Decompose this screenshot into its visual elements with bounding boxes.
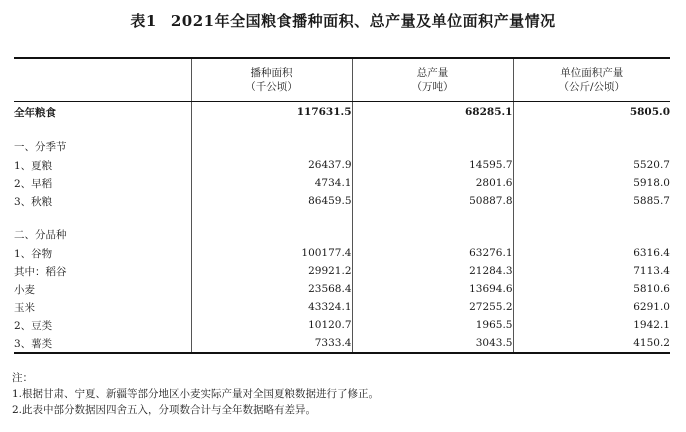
cell-value: 23568.4	[191, 280, 352, 298]
cell-value: 26437.9	[191, 156, 352, 174]
cell-value: 7113.4	[513, 262, 670, 280]
table-notes	[12, 370, 672, 418]
cell-value: 5810.6	[513, 280, 670, 298]
cell-value: 1965.5	[352, 316, 513, 334]
table-title-text: 2021年全国粮食播种面积、总产量及单位面积产量情况	[170, 12, 556, 30]
spacer-row	[14, 210, 670, 224]
cell-value: 117631.5	[191, 102, 352, 123]
row-label: 3、秋粮	[14, 195, 53, 208]
row-label: 2、豆类	[14, 319, 53, 332]
table-row	[14, 334, 670, 353]
table-row	[14, 262, 670, 280]
row-label: 2、早稻	[14, 177, 53, 190]
table-row	[14, 316, 670, 334]
cell-value: 4150.2	[513, 334, 670, 353]
note-item: 2.此表中部分数据因四舍五入，分项数合计与全年数据略有差异。	[12, 404, 317, 416]
row-label: 小麦	[14, 283, 35, 296]
cell-value: 21284.3	[352, 262, 513, 280]
cell-value: 10120.7	[191, 316, 352, 334]
header-row	[14, 58, 670, 102]
row-label: 3、薯类	[14, 337, 53, 350]
cell-value: 14595.7	[352, 156, 513, 174]
cell-value: 4734.1	[191, 174, 352, 192]
cell-value: 13694.6	[352, 280, 513, 298]
cell-value: 5918.0	[513, 174, 670, 192]
header-name: 单位面积产量	[560, 67, 624, 79]
cell-value: 1942.1	[513, 316, 670, 334]
header-blank	[14, 58, 191, 102]
cell-value: 3043.5	[352, 334, 513, 353]
header-name: 总产量	[416, 67, 449, 79]
header-unit: （千公顷）	[245, 81, 298, 93]
table-row	[14, 192, 670, 210]
cell-value: 6316.4	[513, 244, 670, 262]
section-header-row	[14, 136, 670, 156]
cell-value: 43324.1	[191, 298, 352, 316]
section-header: 一、分季节	[14, 140, 67, 153]
note-item: 1.根据甘肃、宁夏、新疆等部分地区小麦实际产量对全国夏粮数据进行了修正。	[12, 388, 380, 400]
spacer-row	[14, 122, 670, 136]
cell-value: 6291.0	[513, 298, 670, 316]
table-row	[14, 298, 670, 316]
row-label: 全年粮食	[14, 106, 56, 119]
cell-value: 27255.2	[352, 298, 513, 316]
cell-value: 7333.4	[191, 334, 352, 353]
cell-value: 5805.0	[513, 102, 670, 123]
cell-value: 5520.7	[513, 156, 670, 174]
cell-value: 50887.8	[352, 192, 513, 210]
cell-value: 29921.2	[191, 262, 352, 280]
table-row	[14, 244, 670, 262]
header-sown-area	[191, 58, 352, 102]
table-row	[14, 156, 670, 174]
cell-value: 68285.1	[352, 102, 513, 123]
table-number: 表1	[130, 12, 157, 30]
table-title	[0, 10, 686, 31]
row-label: 其中：稻谷	[14, 265, 67, 278]
header-unit: （万吨）	[411, 81, 454, 93]
cell-value: 86459.5	[191, 192, 352, 210]
cell-value: 2801.6	[352, 174, 513, 192]
row-label: 1、谷物	[14, 247, 53, 260]
table-row	[14, 174, 670, 192]
grain-table	[14, 57, 670, 354]
header-name: 播种面积	[250, 67, 293, 79]
cell-value: 63276.1	[352, 244, 513, 262]
notes-heading: 注：	[12, 372, 33, 384]
row-label: 玉米	[14, 301, 35, 314]
table-row	[14, 280, 670, 298]
section-header: 二、分品种	[14, 228, 67, 241]
cell-value: 100177.4	[191, 244, 352, 262]
row-label: 1、夏粮	[14, 159, 53, 172]
section-header-row	[14, 224, 670, 244]
header-total-output	[352, 58, 513, 102]
header-yield	[513, 58, 670, 102]
cell-value: 5885.7	[513, 192, 670, 210]
header-unit: （公斤/公顷）	[558, 81, 626, 93]
table-row-total	[14, 102, 670, 123]
